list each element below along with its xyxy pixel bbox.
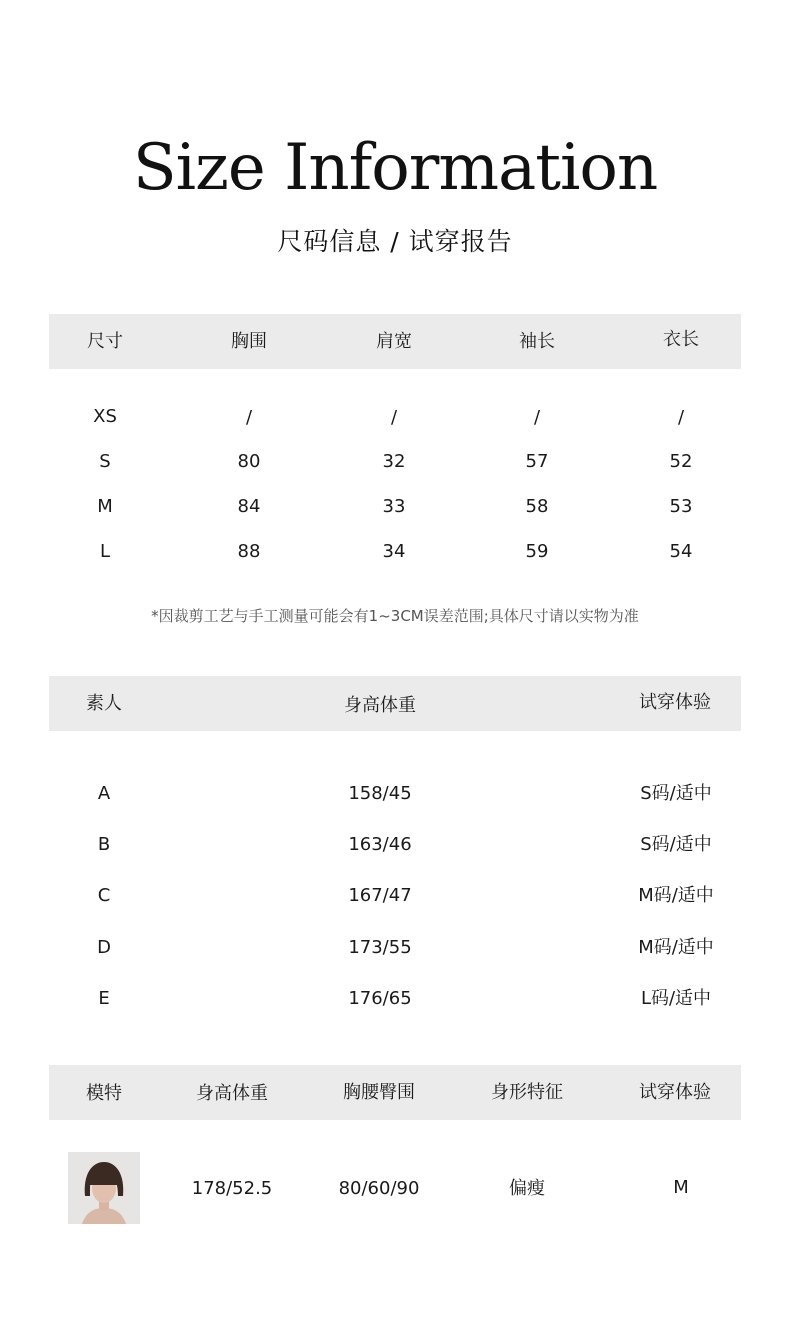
- sleeve-value: 59: [525, 541, 549, 562]
- experience-value: S码/适中: [640, 783, 712, 804]
- size-header-bust: 胸围: [231, 331, 267, 352]
- length-value: 52: [669, 451, 693, 472]
- experience-value: S码/适中: [640, 834, 712, 855]
- shoulder-value: 33: [382, 496, 406, 517]
- height-weight-value: 158/45: [348, 783, 412, 804]
- sleeve-value: /: [533, 407, 541, 428]
- sleeve-value: 57: [525, 451, 549, 472]
- model-header-body-type: 身形特征: [491, 1082, 563, 1103]
- shoulder-value: 34: [382, 541, 406, 562]
- height-weight-value: 167/47: [348, 885, 412, 906]
- height-weight-value: 176/65: [348, 988, 412, 1009]
- person-label: E: [98, 988, 110, 1009]
- person-label: D: [97, 937, 111, 958]
- model-header-model: 模特: [86, 1083, 122, 1104]
- size-header-sleeve: 袖长: [519, 331, 555, 352]
- size-header-size: 尺寸: [87, 331, 123, 352]
- size-table-header: [49, 314, 741, 369]
- experience-value: M码/适中: [638, 937, 714, 958]
- size-label: S: [99, 451, 111, 472]
- experience-value: L码/适中: [640, 988, 712, 1009]
- model-body-type-value: 偏瘦: [509, 1178, 545, 1199]
- bust-value: /: [245, 407, 253, 428]
- model-experience-value: M: [673, 1177, 689, 1198]
- person-label: B: [97, 834, 111, 855]
- page-subtitle: 尺码信息 / 试穿报告: [277, 227, 513, 256]
- height-weight-value: 163/46: [348, 834, 412, 855]
- trial-table-header: [49, 676, 741, 731]
- size-label: M: [97, 496, 113, 517]
- size-label: L: [99, 541, 111, 562]
- sleeve-value: 58: [525, 496, 549, 517]
- model-photo: [68, 1152, 140, 1224]
- model-table-header: [49, 1065, 741, 1120]
- experience-value: M码/适中: [638, 885, 714, 906]
- shoulder-value: /: [390, 407, 398, 428]
- page-title: Size Information: [132, 131, 658, 205]
- model-header-measurements: 胸腰臀围: [343, 1082, 415, 1103]
- model-height-weight-value: 178/52.5: [191, 1178, 273, 1199]
- model-measurements-value: 80/60/90: [338, 1178, 420, 1199]
- size-label: XS: [93, 406, 117, 427]
- height-weight-value: 173/55: [348, 937, 412, 958]
- length-value: /: [677, 407, 685, 428]
- bust-value: 84: [237, 496, 261, 517]
- trial-header-experience: 试穿体验: [639, 692, 711, 713]
- length-value: 53: [669, 496, 693, 517]
- length-value: 54: [669, 541, 693, 562]
- model-header-experience: 试穿体验: [639, 1082, 711, 1103]
- model-header-height-weight: 身高体重: [196, 1083, 268, 1104]
- person-label: A: [97, 783, 111, 804]
- trial-header-person: 素人: [86, 693, 122, 714]
- trial-header-height-weight: 身高体重: [344, 695, 416, 716]
- bust-value: 80: [237, 451, 261, 472]
- size-header-length: 衣长: [663, 329, 699, 350]
- person-label: C: [97, 885, 111, 906]
- shoulder-value: 32: [382, 451, 406, 472]
- bust-value: 88: [237, 541, 261, 562]
- measurement-note: *因裁剪工艺与手工测量可能会有1~3CM误差范围;具体尺寸请以实物为准: [151, 607, 639, 625]
- size-header-shoulder: 肩宽: [376, 331, 412, 352]
